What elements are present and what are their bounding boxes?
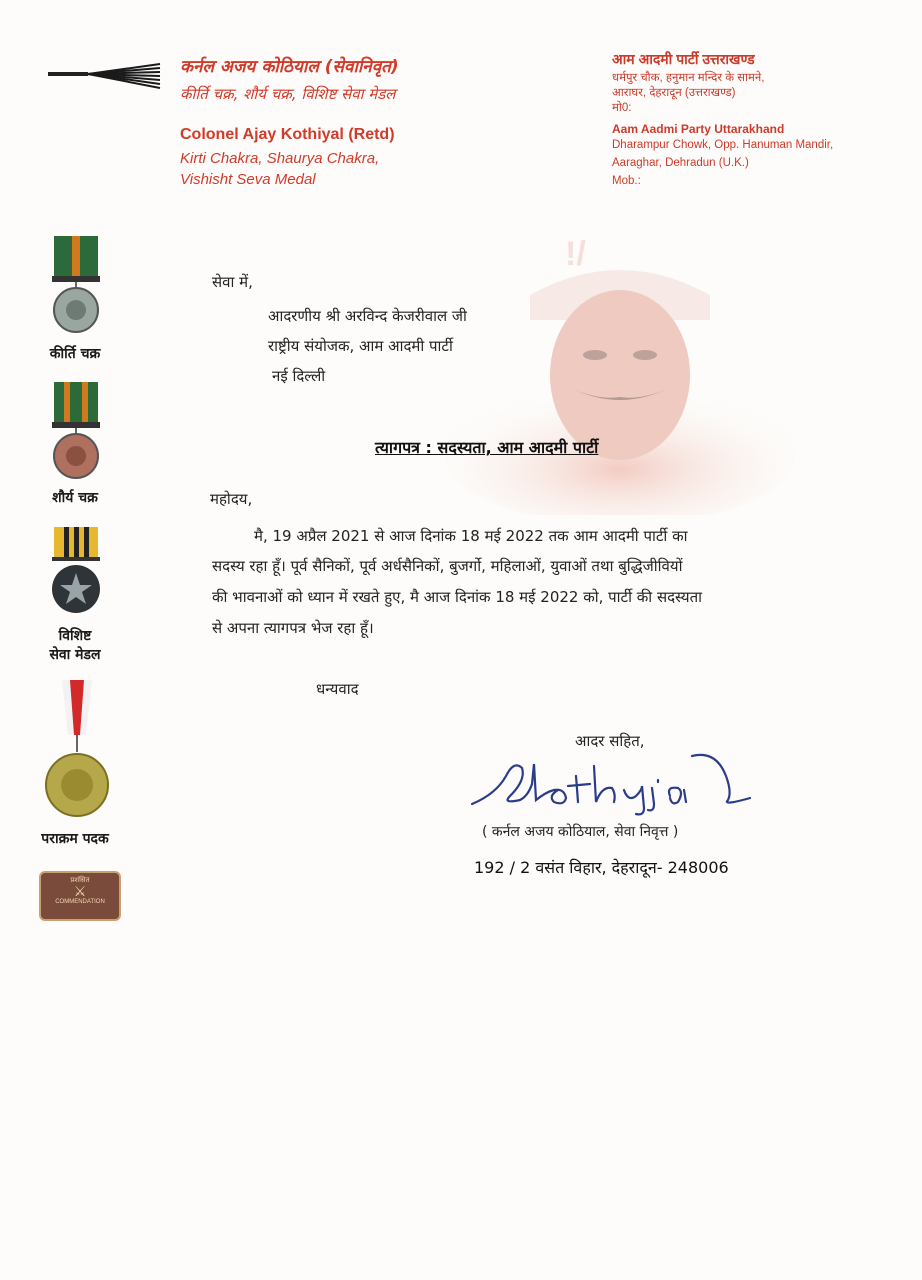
party-address-english-1: Dharampur Chowk, Opp. Hanuman Mandir, (612, 139, 834, 151)
parakram-padak-medal-icon (44, 680, 110, 820)
header-name-hindi: कर्नल अजय कोठियाल (सेवानिवृत) (180, 57, 399, 77)
recipient-line-2: राष्ट्रीय संयोजक, आम आदमी पार्टी (268, 337, 453, 355)
party-title-hindi: आम आदमी पार्टी उत्तराखण्ड (612, 51, 755, 67)
commendation-badge-bottom: COMMENDATION (55, 899, 105, 905)
sender-address: 192 / 2 वसंत विहार, देहरादून- 248006 (474, 858, 729, 877)
medal-label-vishisht-seva (20, 626, 130, 664)
broom-logo-icon (48, 62, 163, 92)
letter-closing: आदर सहित, (575, 732, 645, 750)
letter-body-line-4: से अपना त्यागपत्र भेज रहा हूँ। (212, 619, 374, 637)
header-medals-hindi: कीर्ति चक्र, शौर्य चक्र, विशिष्ट सेवा मेडल (180, 85, 396, 103)
header-name-english: Colonel Ajay Kothiyal (Retd) (180, 126, 395, 143)
svg-text:!/: !/ (565, 235, 586, 273)
header-medals-english-line2: Vishisht Seva Medal (180, 171, 316, 188)
portrait-watermark (440, 225, 800, 515)
salutation-to: सेवा में, (212, 273, 253, 291)
letter-body-line-1: मै, 19 अप्रैल 2021 से आज दिनांक 18 मई 2022 तक आम आदमी पार्टी का (254, 527, 688, 545)
medal-label-shaurya-chakra: शौर्य चक्र (52, 490, 98, 506)
medal-label-vishisht-line1: विशिष्ट (58, 628, 92, 644)
party-address-english-2: Aaraghar, Dehradun (U.K.) (612, 157, 749, 169)
recipient-line-3: नई दिल्ली (272, 367, 326, 385)
party-address-block (612, 50, 892, 190)
medal-label-kirti-chakra: कीर्ति चक्र (49, 346, 101, 362)
medal-label-parakram-padak: पराक्रम पदक (41, 831, 109, 847)
party-mobile-hindi: मो0: (612, 102, 632, 114)
handwritten-signature (466, 746, 756, 818)
letter-greeting: महोदय, (210, 490, 253, 508)
header-medals-english (180, 148, 480, 190)
letter-body-line-2: सदस्य रहा हूँ। पूर्व सैनिकों, पूर्व अर्धसैनिकों, बुजर्गो, महिलाओं, युवाओं तथा बुद्धिजीवियों (212, 557, 683, 575)
recipient-line-1: आदरणीय श्री अरविन्द केजरीवाल जी (268, 307, 467, 325)
header-medals-english-line1: Kirti Chakra, Shaurya Chakra, (180, 150, 380, 167)
party-address-hindi-2: आराघर, देहरादून (उत्तराखण्ड) (612, 87, 736, 99)
signature-name: ( कर्नल अजय कोठियाल, सेवा निवृत्त ) (482, 824, 679, 840)
vishisht-seva-medal-icon (50, 527, 102, 615)
party-address-hindi-1: धर्मपुर चौक, हनुमान मन्दिर के सामने, (612, 72, 765, 84)
letter-body-line-3: की भावनाओं को ध्यान में रखते हुए, मै आज दिनांक 18 मई 2022 को, पार्टी की सदस्यता (212, 588, 703, 606)
party-mobile-english: Mob.: (612, 175, 641, 187)
commendation-badge (39, 871, 121, 921)
commendation-badge-top: प्रशंसित (70, 876, 90, 884)
party-title-english: Aam Aadmi Party Uttarakhand (612, 122, 785, 136)
kirti-chakra-medal-icon (50, 236, 102, 336)
letter-thanks: धन्यवाद (316, 680, 359, 698)
crossed-swords-icon: ⚔ (73, 884, 87, 900)
letter-subject: त्यागपत्र : सदस्यता, आम आदमी पार्टी (375, 438, 599, 457)
shaurya-chakra-medal-icon (50, 382, 102, 482)
medal-label-vishisht-line2: सेवा मेडल (49, 647, 101, 663)
